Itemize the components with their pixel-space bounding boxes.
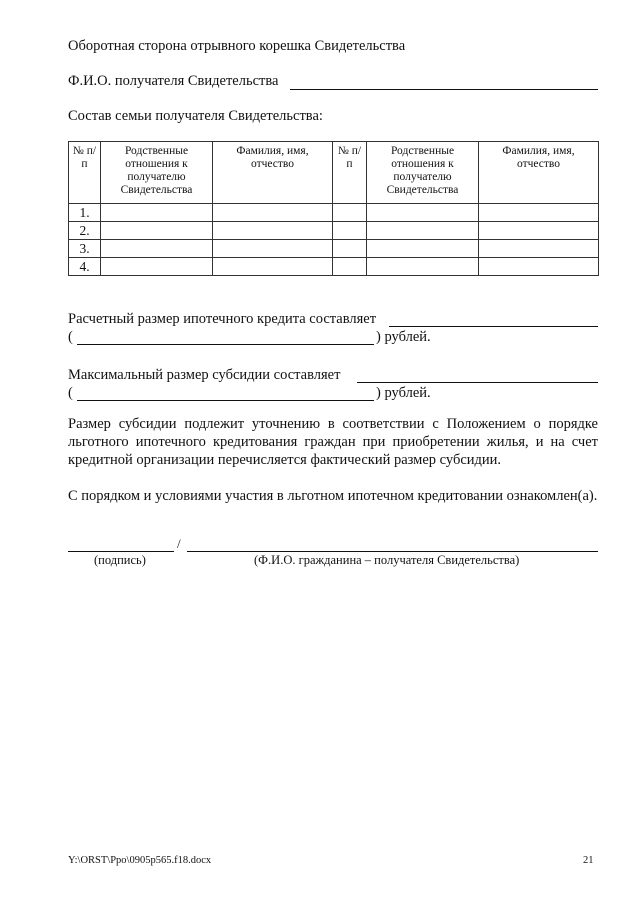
header-relation-right: Родственные отношения к получателю Свидетельства — [367, 142, 479, 204]
row-number-right[interactable] — [333, 204, 367, 222]
relation-cell[interactable] — [101, 240, 213, 258]
relation-cell[interactable] — [367, 222, 479, 240]
relation-cell[interactable] — [367, 204, 479, 222]
header-fio-left: Фамилия, имя, отчество — [213, 142, 333, 204]
credit-amount-field[interactable] — [389, 326, 598, 327]
relation-cell[interactable] — [101, 204, 213, 222]
acknowledgement-paragraph: С порядком и условиями участия в льготном ипотечном кредитовании ознакомлен(а). — [68, 488, 598, 504]
row-number-right[interactable] — [333, 240, 367, 258]
header-fio-right: Фамилия, имя, отчество — [479, 142, 599, 204]
citizen-name-caption: (Ф.И.О. гражданина – получателя Свидетельства) — [254, 553, 520, 567]
footer-file-path: Y:\ORST\Ppo\0905p565.f18.docx — [68, 855, 212, 866]
table-header-row — [69, 142, 599, 204]
citizen-name-field[interactable] — [187, 551, 598, 552]
fio-cell[interactable] — [213, 240, 333, 258]
fio-cell[interactable] — [213, 222, 333, 240]
subsidy-open-paren: ( — [68, 385, 73, 401]
table-row — [69, 258, 599, 276]
subsidy-clarification-paragraph: Размер субсидии подлежит уточнению в соответствии с Положением о порядке льготного ипотечного кредитования граждан при приобретении жилья, и на счет кредитной организации перечисляется фактический размер субсидии. — [68, 416, 598, 468]
credit-amount-words-field[interactable] — [77, 344, 374, 345]
fio-cell[interactable] — [213, 258, 333, 276]
fio-cell[interactable] — [479, 222, 599, 240]
credit-label: Расчетный размер ипотечного кредита составляет — [68, 311, 377, 327]
row-number: 2. — [69, 222, 101, 240]
credit-suffix: ) рублей. — [376, 329, 431, 345]
table-row — [69, 204, 599, 222]
subsidy-amount-words-field[interactable] — [77, 400, 374, 401]
row-number: 1. — [69, 204, 101, 222]
family-label: Состав семьи получателя Свидетельства: — [68, 108, 323, 124]
fio-cell[interactable] — [479, 240, 599, 258]
recipient-name-field[interactable] — [290, 89, 598, 90]
page-number: 21 — [583, 855, 594, 866]
header-num-right: № п/п — [333, 142, 367, 204]
row-number-right[interactable] — [333, 222, 367, 240]
relation-cell[interactable] — [101, 222, 213, 240]
row-number: 4. — [69, 258, 101, 276]
header-num-left: № п/п — [69, 142, 101, 204]
row-number: 3. — [69, 240, 101, 258]
signature-field[interactable] — [68, 551, 174, 552]
signature-caption: (подпись) — [94, 553, 146, 567]
subsidy-amount-field[interactable] — [357, 382, 598, 383]
family-table — [68, 141, 599, 276]
row-number-right[interactable] — [333, 258, 367, 276]
fio-cell[interactable] — [479, 204, 599, 222]
fio-cell[interactable] — [213, 204, 333, 222]
subsidy-suffix: ) рублей. — [376, 385, 431, 401]
relation-cell[interactable] — [367, 258, 479, 276]
table-row — [69, 240, 599, 258]
credit-open-paren: ( — [68, 329, 73, 345]
header-relation-left: Родственные отношения к получателю Свидетельства — [101, 142, 213, 204]
table-row — [69, 222, 599, 240]
document-heading: Оборотная сторона отрывного корешка Свидетельства — [68, 38, 406, 54]
relation-cell[interactable] — [101, 258, 213, 276]
fio-cell[interactable] — [479, 258, 599, 276]
subsidy-label: Максимальный размер субсидии составляет — [68, 367, 341, 383]
signature-slash: / — [177, 536, 181, 551]
relation-cell[interactable] — [367, 240, 479, 258]
recipient-label: Ф.И.О. получателя Свидетельства — [68, 73, 279, 89]
